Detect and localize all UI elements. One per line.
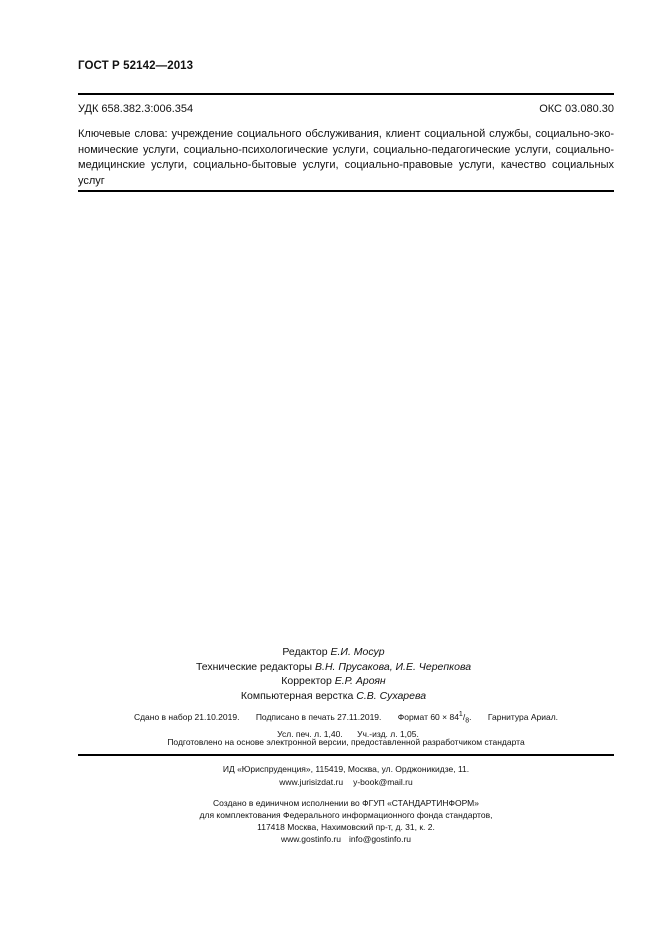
keywords-line: Ключевые слова: учреждение социального обслуживания, клиент социальной службы, социально-эко- bbox=[78, 128, 614, 140]
creator-block bbox=[78, 797, 614, 845]
paper-format: Формат $60 \times 84^1/_8$. bbox=[397, 711, 472, 725]
publisher-block bbox=[78, 763, 614, 788]
print-info-block bbox=[78, 708, 614, 741]
layout-name: С.В. Сухарева bbox=[356, 689, 427, 702]
tech-editors-names: В.Н. Прусакова, И.Е. Черепкова bbox=[315, 660, 472, 673]
typeface: Гарнитура Ариал. bbox=[487, 711, 559, 722]
format-numerator: 1 bbox=[458, 711, 463, 718]
credits-block bbox=[0, 645, 661, 703]
editor-row bbox=[0, 645, 661, 660]
creator-line-1: Создано в единичном исполнении во ФГУП «СТАНДАРТИНФОРМ» bbox=[212, 798, 479, 808]
editor-name: Е.И. Мосур bbox=[330, 646, 385, 658]
udk-code: УДК 658.382.3:006.354 bbox=[78, 103, 194, 115]
standard-code-heading: ГОСТ Р 52142—2013 bbox=[78, 60, 194, 72]
keywords-line: медицинские услуги, социально-бытовые услуги, социально-правовые услуги, качество социальных bbox=[78, 159, 614, 171]
layout-row bbox=[0, 689, 661, 704]
publication-sheets: Уч.-изд. л. 1,05. bbox=[357, 728, 419, 739]
keywords-line: услуг bbox=[78, 174, 105, 187]
publisher-website-link[interactable]: www.jurisizdat.ru bbox=[279, 776, 344, 787]
print-sheets: Усл. печ. л. 1,40. bbox=[277, 728, 343, 739]
keywords-divider bbox=[78, 190, 614, 192]
editor-label: Редактор bbox=[282, 646, 328, 658]
tech-editors-row bbox=[0, 660, 661, 675]
layout-label: Компьютерная верстка bbox=[240, 689, 354, 702]
oks-code: ОКС 03.080.30 bbox=[539, 103, 614, 115]
creator-email-link[interactable]: info@gostinfo.ru bbox=[348, 834, 412, 844]
proofreader-label: Корректор bbox=[281, 675, 332, 687]
creator-line-3: 117418 Москва, Нахимовский пр-т, д. 31, к. 2. bbox=[257, 822, 435, 832]
submitted-date: Сдано в набор 21.10.2019. bbox=[133, 711, 240, 722]
publisher-email-link[interactable]: y-book@mail.ru bbox=[353, 776, 413, 787]
creator-contacts bbox=[78, 833, 614, 845]
keywords-paragraph bbox=[78, 127, 614, 189]
publisher-contacts bbox=[78, 776, 614, 789]
creator-line-2: для комплектования Федерального информационного фонда стандартов, bbox=[199, 810, 493, 820]
format-denominator: 8 bbox=[465, 717, 470, 725]
creator-website-link[interactable]: www.gostinfo.ru bbox=[280, 834, 341, 844]
signed-date: Подписано в печать 27.11.2019. bbox=[255, 711, 382, 722]
keywords-line: номические услуги, социально-психологические услуги, социально-педагогические услуги, социально- bbox=[78, 143, 614, 156]
proofreader-name: Е.Р. Ароян bbox=[334, 675, 386, 687]
format-prefix: Формат 60 × 84 bbox=[397, 711, 459, 722]
proofreader-row bbox=[0, 674, 661, 689]
publisher-divider bbox=[78, 754, 614, 756]
publisher-address: ИД «Юриспруденция», 115419, Москва, ул. Орджоникидзе, 11. bbox=[222, 764, 470, 774]
top-divider bbox=[78, 93, 614, 95]
print-info-row1 bbox=[78, 708, 614, 728]
prepared-note: Подготовлено на основе электронной версии, предоставленной разработчиком стандарта bbox=[167, 737, 525, 747]
format-suffix: . bbox=[469, 711, 472, 722]
tech-editors-label: Технические редакторы bbox=[195, 660, 313, 673]
